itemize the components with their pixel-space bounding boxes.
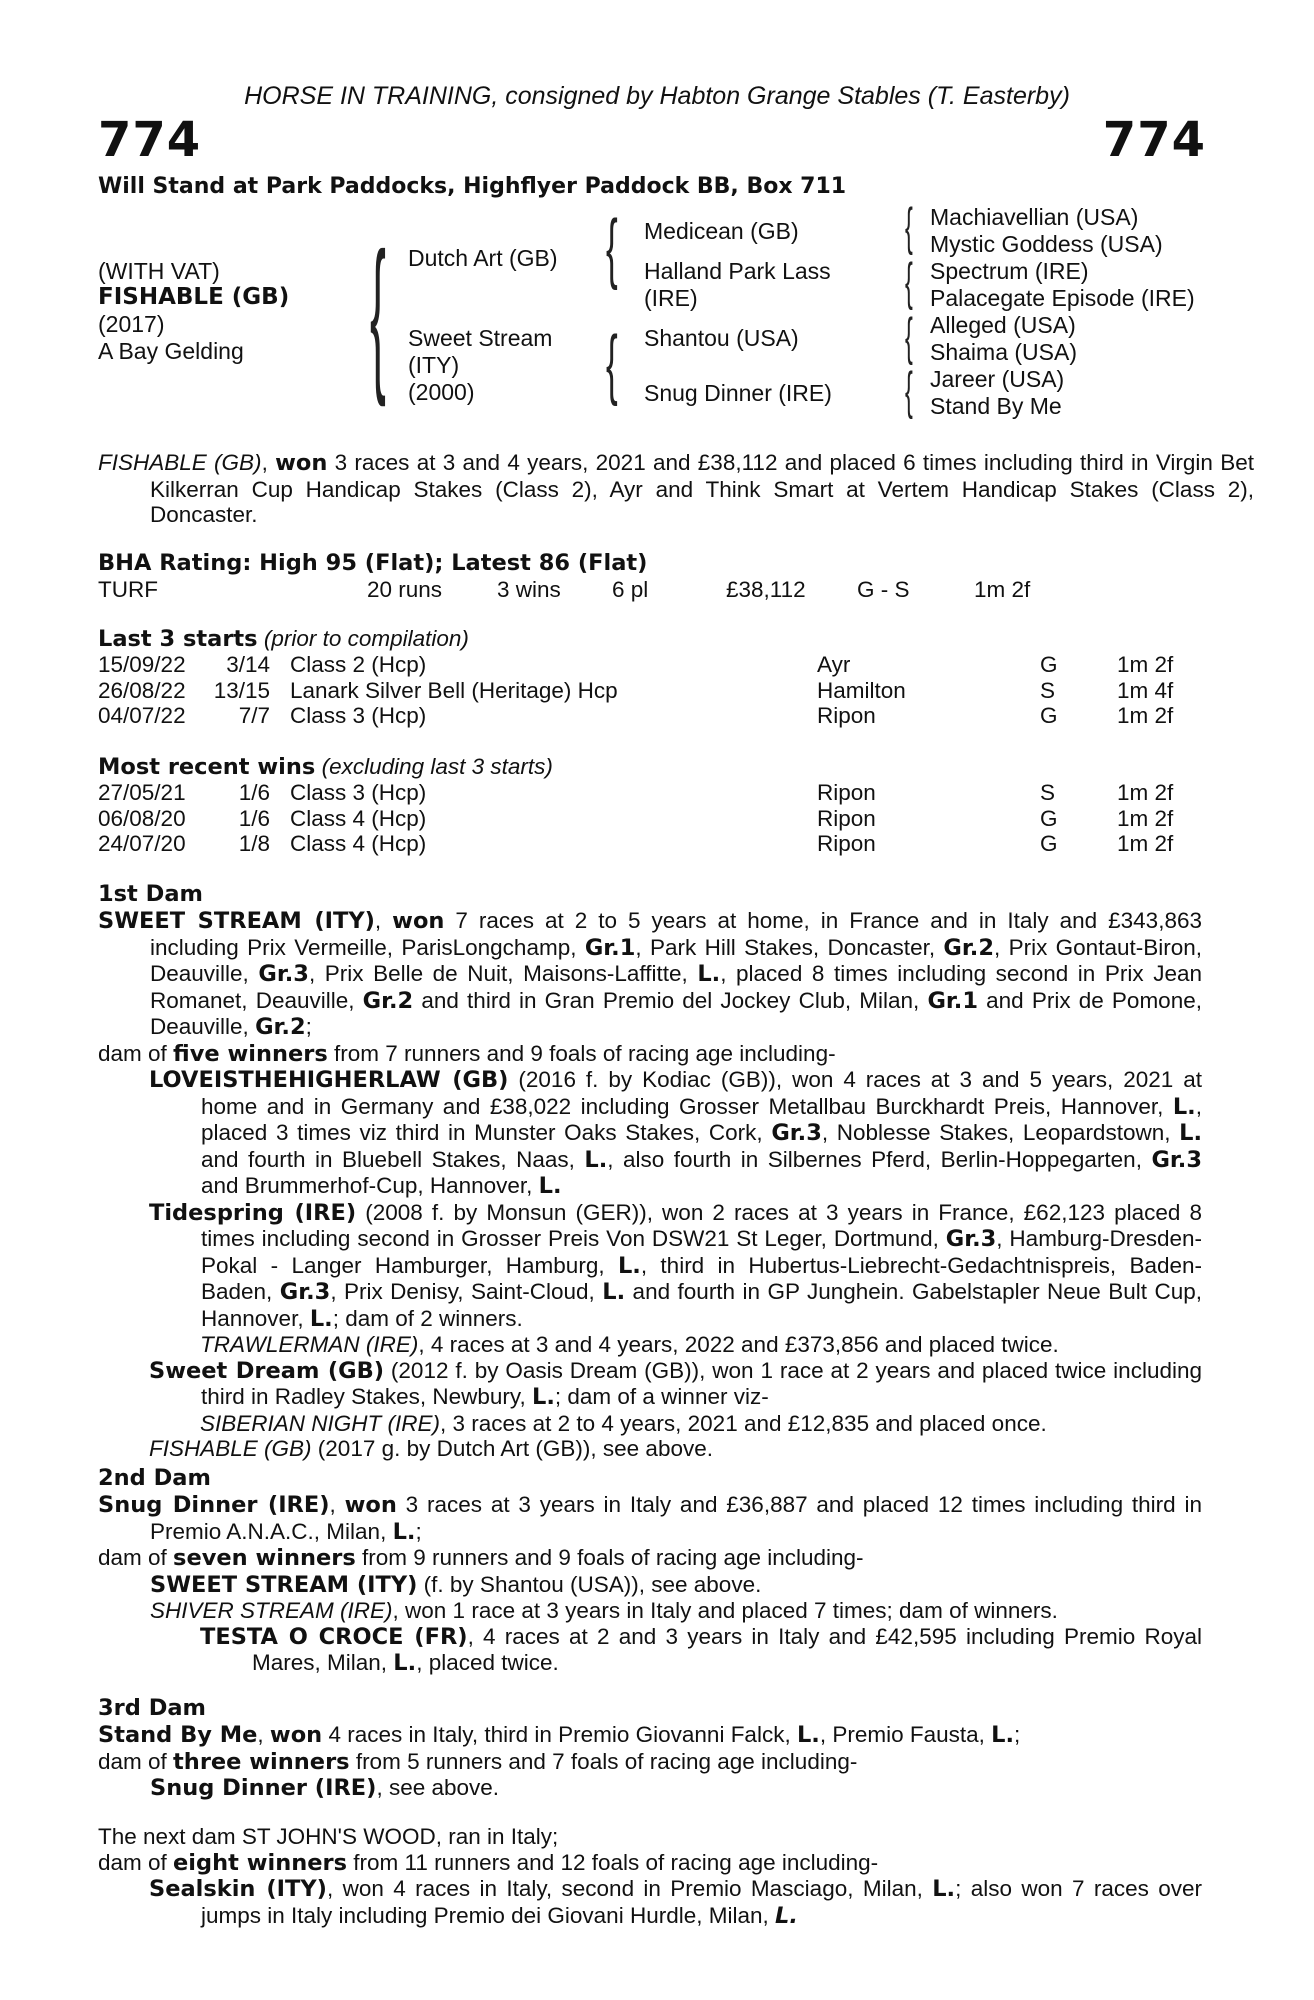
dam3-text: ;	[1014, 1722, 1021, 1747]
last3-title: Last 3 starts	[98, 626, 258, 652]
result-course: Ayr	[817, 652, 851, 677]
result-pos: 3/14	[226, 652, 270, 677]
pedigree-gg-7: Jareer (USA)	[930, 366, 1065, 392]
progeny-text: (2017 g. by Dutch Art (GB)), see above.	[311, 1436, 713, 1461]
progeny-text: , also fourth in Silbernes Pferd, Berlin-Hoppegarten,	[607, 1146, 1152, 1172]
rating-placed: 6 pl	[612, 577, 649, 602]
damof-text: from 11 runners and 12 foals of racing age including-	[347, 1849, 879, 1875]
pedigree-gg-2: Mystic Goddess (USA)	[930, 231, 1163, 257]
dam1-grandprogeny-1	[98, 1332, 1202, 1358]
damof-text: from 9 runners and 9 foals of racing age including-	[355, 1545, 864, 1570]
pedigree-gg-4: Palacegate Episode (IRE)	[930, 285, 1195, 311]
winners-count: five winners	[173, 1040, 328, 1067]
pedigree-gg-3: Spectrum (IRE)	[930, 258, 1089, 284]
pedigree-brace-g2: {	[905, 253, 913, 311]
dam3-heading: 3rd Dam	[98, 1695, 206, 1721]
progeny-text: (f. by Shantou (USA)), see above.	[417, 1571, 762, 1597]
dam3-text: 4 races in Italy, third in Premio Giovanni Falck,	[322, 1722, 797, 1747]
result-course: Ripon	[817, 703, 876, 728]
progeny-text: ; dam of a winner viz-	[554, 1384, 769, 1409]
dam3-section	[98, 1722, 1202, 1802]
pedigree-dam-sire: Shantou (USA)	[644, 325, 799, 351]
progeny-text: (2008 f. by Monsun (GER)), won 2 races at 3 years in France, £62,123 placed 8 times including second in Grosser Preis Von DSW21 St Leger, Dortmund,	[201, 1199, 1202, 1251]
result-going: G	[1040, 831, 1058, 856]
result-course: Hamilton	[817, 677, 906, 703]
pedigree-sire-dam-line2: (IRE)	[644, 285, 698, 311]
listed-badge: L.	[932, 1876, 956, 1902]
pedigree-gg-1: Machiavellian (USA)	[930, 204, 1139, 230]
result-race: Class 3 (Hcp)	[290, 703, 427, 728]
winners-count: seven winners	[173, 1545, 356, 1571]
pedigree-gg-5: Alleged (USA)	[930, 312, 1076, 338]
next-dam-section	[98, 1824, 1202, 1929]
result-going: G	[1040, 703, 1058, 728]
listed-badge: L.	[1172, 1093, 1196, 1120]
dam1-record: SWEET STREAM (ITY), won 7 races at 2 to 5 years at home, in France and in Italy and £343,863 including Prix Vermeille, ParisLongchamp, Gr.1, Park Hill Stakes, Doncaster, Gr.2, Prix Gontaut-Biron, Deauville, Gr.3, Prix Belle de Nuit, Maisons-Laffitte, L., placed 8 times including second in Prix Jean Romanet, Deauville, Gr.2 and third in Gran Premio del Jockey Club, Milan, Gr.1 and Prix de Pomone, Deauville, Gr.2;	[98, 908, 1202, 1040]
result-dist: 1m 2f	[1117, 703, 1174, 728]
horse-description: A Bay Gelding	[98, 338, 244, 364]
progeny-text: , 3 races at 2 to 4 years, 2021 and £12,835 and placed once.	[440, 1410, 1047, 1436]
damof-text: dam of	[98, 1040, 174, 1066]
next-dam-progeny-1	[98, 1876, 1202, 1929]
progeny-text: , placed 3 times viz third in Munster Oaks Stakes, Cork,	[201, 1093, 1202, 1145]
dam3-name: Stand By Me	[98, 1722, 258, 1748]
listed-badge: L.	[392, 1518, 416, 1545]
dam2-text: ;	[415, 1518, 422, 1544]
progeny-text: , Prix Denisy, Saint-Cloud,	[330, 1279, 603, 1304]
dam2-produce-line	[98, 1545, 1202, 1572]
progeny-name: TRAWLERMAN (IRE)	[200, 1332, 419, 1357]
listed-badge: L.	[1179, 1120, 1203, 1146]
result-date: 26/08/22	[98, 677, 186, 703]
result-course: Ripon	[817, 831, 876, 856]
dam2-progeny-1	[98, 1572, 1202, 1599]
lot-number-right: 774	[1102, 112, 1206, 168]
grade-badge: Gr.3	[1151, 1146, 1202, 1173]
result-date: 27/05/21	[98, 780, 186, 805]
listed-badge: L.	[617, 1252, 641, 1279]
pedigree-brace-g3: {	[905, 308, 913, 366]
dam2-section	[98, 1492, 1202, 1677]
dam2-text: 3 races at 3 years in Italy and £36,887 and placed 12 times including third in Premio A.N.A.C., Milan,	[150, 1492, 1202, 1544]
result-date: 24/07/20	[98, 831, 186, 856]
dam1-section	[98, 908, 1202, 1462]
listed-badge: L.	[309, 1305, 333, 1332]
damof-text: dam of	[98, 1545, 174, 1570]
grade-badge: Gr.1	[584, 934, 636, 961]
result-race: Class 4 (Hcp)	[290, 805, 427, 831]
dam3-record: Stand By Me, won 4 races in Italy, third in Premio Giovanni Falck, L., Premio Fausta, L.;	[98, 1722, 1021, 1748]
listed-badge: L.	[991, 1722, 1015, 1748]
horse-vat: (WITH VAT)	[98, 258, 220, 284]
progeny-name: Sealskin (ITY)	[149, 1876, 327, 1902]
rating-runs: 20 runs	[367, 577, 443, 602]
dam3-won: won	[269, 1722, 323, 1748]
summary-text: 3 races at 3 and 4 years, 2021 and £38,112 and placed 6 times including third in Virgin Bet Kilkerran Cup Handicap Stakes (Class 2), Ayr and Think Smart at Vertem Handicap Stakes (Class 2), Doncaster.	[150, 450, 1254, 527]
pedigree-sire-dam-line1: Halland Park Lass	[644, 258, 831, 284]
progeny-text: and Brummerhof-Cup, Hannover,	[201, 1173, 539, 1198]
result-date: 04/07/22	[98, 703, 186, 728]
grade-badge: Gr.2	[255, 1014, 306, 1040]
dam3-text: , Premio Fausta,	[819, 1722, 992, 1747]
progeny-text: ; dam of 2 winners.	[332, 1305, 523, 1331]
result-pos: 13/15	[213, 677, 270, 703]
progeny-text: , see above.	[376, 1775, 500, 1800]
dam2-heading: 2nd Dam	[98, 1465, 211, 1491]
result-dist: 1m 2f	[1117, 780, 1174, 805]
dam1-progeny-1	[98, 1067, 1202, 1200]
summary-horse-name: FISHABLE (GB)	[98, 450, 262, 475]
dam2-record: Snug Dinner (IRE), won 3 races at 3 years in Italy and £36,887 and placed 12 times including third in Premio A.N.A.C., Milan, L.;	[98, 1492, 1202, 1545]
result-dist: 1m 2f	[1117, 652, 1174, 677]
progeny-name: Sweet Dream (GB)	[149, 1357, 385, 1384]
progeny-text: , won 4 races in Italy, second in Premio Masciago, Milan,	[326, 1876, 933, 1901]
result-dist: 1m 2f	[1117, 831, 1174, 856]
result-going: G	[1040, 652, 1058, 677]
grade-badge: Gr.3	[945, 1226, 997, 1252]
progeny-text: ; also won 7 races over jumps in Italy including Premio dei Giovani Hurdle, Milan,	[201, 1876, 1202, 1928]
pedigree-dam-line3: (2000)	[408, 379, 475, 405]
race-summary: FISHABLE (GB), won 3 races at 3 and 4 years, 2021 and £38,112 and placed 6 times including third in Virgin Bet Kilkerran Cup Handicap Stakes (Class 2), Ayr and Think Smart at Vertem Handicap Stakes (Class 2), Doncaster.	[98, 450, 1254, 527]
progeny-text: , 4 races at 3 and 4 years, 2022 and £373,856 and placed twice.	[418, 1332, 1059, 1357]
progeny-text: , placed twice.	[416, 1650, 559, 1675]
result-going: S	[1040, 780, 1056, 805]
progeny-text: (2016 f. by Kodiac (GB)), won 4 races at 3 and 5 years, 2021 at home and in Germany and £38,022 including Grosser Metallbau Burckhardt Preis, Hannover,	[201, 1067, 1202, 1119]
progeny-text: , won 1 race at 3 years in Italy and placed 7 times; dam of winners.	[392, 1598, 1058, 1623]
progeny-text: and fourth in GP Junghein. Gabelstapler Neue Bult Cup, Hannover,	[201, 1279, 1202, 1331]
pedigree-dam-line2: (ITY)	[408, 352, 460, 378]
recent-title: Most recent wins	[98, 754, 316, 780]
dam2-name: Snug Dinner (IRE)	[98, 1492, 330, 1518]
progeny-name: TESTA O CROCE (FR)	[200, 1623, 468, 1650]
grade-badge: Gr.2	[943, 934, 994, 961]
rating-wins: 3 wins	[497, 577, 561, 602]
pedigree-brace-g1: {	[905, 198, 913, 256]
dam1-progeny-3	[98, 1358, 1202, 1411]
lot-number-left: 774	[98, 112, 202, 168]
listed-badge: L.	[531, 1384, 555, 1410]
pedigree-dam-dam: Snug Dinner (IRE)	[644, 380, 832, 406]
dam3-progeny-1	[98, 1775, 1202, 1802]
recent-note: (excluding last 3 starts)	[321, 754, 553, 779]
pedigree-brace-main: {	[370, 218, 386, 408]
result-date: 15/09/22	[98, 652, 186, 677]
grade-badge: Gr.3	[258, 961, 309, 987]
horse-name: FISHABLE (GB)	[98, 284, 290, 310]
result-pos: 1/8	[238, 831, 270, 856]
result-race: Class 3 (Hcp)	[290, 780, 427, 805]
horse-year: (2017)	[98, 311, 165, 337]
dam1-text: and Prix de Pomone, Deauville,	[150, 987, 1202, 1039]
listed-badge: L.	[538, 1173, 562, 1199]
damof-text: from 7 runners and 9 foals of racing age including-	[327, 1040, 836, 1066]
result-dist: 1m 4f	[1117, 677, 1174, 703]
dam1-grandprogeny-2	[98, 1411, 1202, 1437]
pedigree-sire-sire: Medicean (GB)	[644, 218, 799, 244]
result-going: S	[1040, 677, 1056, 703]
listed-badge: L.	[697, 961, 721, 987]
dam1-text: , placed 8 times including second in Prix Jean Romanet, Deauville,	[150, 961, 1202, 1013]
result-race: Lanark Silver Bell (Heritage) Hcp	[290, 677, 618, 703]
damof-text: from 5 runners and 7 foals of racing age including-	[349, 1748, 858, 1774]
dam3-produce-line	[98, 1749, 1202, 1776]
result-pos: 1/6	[238, 805, 270, 831]
dam1-progeny-2	[98, 1200, 1202, 1333]
pedigree-brace-g4: {	[905, 362, 913, 420]
winners-count: three winners	[173, 1748, 350, 1775]
pedigree-brace-dam: {	[606, 319, 618, 407]
progeny-name: FISHABLE (GB)	[149, 1436, 312, 1461]
winners-count: eight winners	[173, 1849, 348, 1876]
result-pos: 1/6	[238, 780, 270, 805]
dam1-text: 7 races at 2 to 5 years at home, in France and in Italy and £343,863 including Prix Vermeille, ParisLongchamp,	[150, 908, 1202, 960]
dam1-text: and third in Gran Premio del Jockey Club, Milan,	[413, 987, 928, 1013]
next-dam-produce-line	[98, 1850, 1202, 1877]
consignor-line: HORSE IN TRAINING, consigned by Habton Grange Stables (T. Easterby)	[244, 82, 1070, 110]
pedigree-sire: Dutch Art (GB)	[408, 245, 558, 271]
result-dist: 1m 2f	[1117, 805, 1174, 831]
grade-badge: Gr.3	[279, 1279, 331, 1305]
progeny-text: , 4 races at 2 and 3 years in Italy and £42,595 including Premio Royal Mares, Milan,	[252, 1623, 1202, 1675]
listed-badge: L.	[775, 1902, 798, 1929]
progeny-text: and fourth in Bluebell Stakes, Naas,	[201, 1146, 585, 1172]
summary-won: won	[275, 450, 328, 476]
grade-badge: Gr.1	[927, 987, 978, 1014]
listed-badge: L.	[393, 1650, 417, 1676]
rating-prize: £38,112	[726, 577, 806, 602]
last3-note: (prior to compilation)	[263, 626, 469, 651]
dam2-grandprogeny-1	[98, 1624, 1202, 1677]
dam1-heading: 1st Dam	[98, 881, 203, 907]
grade-badge: Gr.2	[362, 987, 414, 1014]
result-race: Class 2 (Hcp)	[290, 652, 427, 677]
progeny-text: , Hamburg-Dresden-Pokal - Langer Hamburger, Hamburg,	[201, 1226, 1202, 1278]
pedigree-dam-line1: Sweet Stream	[408, 325, 553, 351]
last3-heading	[98, 626, 469, 653]
recent-heading	[98, 754, 553, 781]
result-date: 06/08/20	[98, 805, 186, 831]
rating-surface: TURF	[98, 577, 158, 602]
dam1-text: , Park Hill Stakes, Doncaster,	[635, 934, 944, 960]
grade-badge: Gr.3	[771, 1120, 822, 1146]
progeny-text: (2012 f. by Oasis Dream (GB)), won 1 race at 2 years and placed twice including third in Radley Stakes, Newbury,	[201, 1357, 1202, 1409]
result-pos: 7/7	[238, 703, 270, 728]
progeny-name: Tidespring (IRE)	[149, 1199, 357, 1226]
rating-distance: 1m 2f	[974, 577, 1031, 602]
damof-text: dam of	[98, 1849, 174, 1875]
dam2-progeny-2	[98, 1598, 1202, 1624]
dam1-produce-line	[98, 1041, 1202, 1068]
dam1-name: SWEET STREAM (ITY)	[98, 908, 375, 934]
progeny-text: , third in Hubertus-Liebrecht-Gedachtnispreis, Baden-Baden,	[201, 1252, 1202, 1304]
result-course: Ripon	[817, 805, 876, 831]
damof-text: dam of	[98, 1748, 174, 1774]
rating-going: G - S	[857, 577, 910, 602]
dam1-won: won	[392, 908, 445, 934]
listed-badge: L.	[584, 1146, 608, 1173]
next-dam-line: The next dam ST JOHN'S WOOD, ran in Italy;	[98, 1824, 559, 1849]
progeny-text: , Noblesse Stakes, Leopardstown,	[821, 1120, 1180, 1145]
dam1-progeny-4	[98, 1436, 1202, 1462]
pedigree-gg-8: Stand By Me	[930, 393, 1062, 419]
pedigree-brace-sire: {	[606, 203, 618, 291]
dam1-text: , Prix Gontaut-Biron, Deauville,	[150, 934, 1202, 986]
dam1-text: , Prix Belle de Nuit, Maisons-Laffitte,	[308, 961, 698, 986]
result-race: Class 4 (Hcp)	[290, 831, 427, 856]
progeny-name: SIBERIAN NIGHT (IRE)	[200, 1410, 441, 1436]
result-going: G	[1040, 805, 1058, 831]
progeny-name: Snug Dinner (IRE)	[150, 1775, 377, 1801]
progeny-name: LOVEISTHEHIGHERLAW (GB)	[149, 1067, 509, 1093]
pedigree-gg-6: Shaima (USA)	[930, 339, 1077, 365]
dam1-text: ;	[305, 1014, 312, 1039]
bha-rating-title: BHA Rating: High 95 (Flat); Latest 86 (Flat)	[98, 550, 648, 576]
listed-badge: L.	[796, 1722, 820, 1748]
progeny-name: SHIVER STREAM (IRE)	[150, 1598, 393, 1623]
progeny-name: SWEET STREAM (ITY)	[150, 1571, 418, 1598]
dam2-won: won	[344, 1492, 397, 1518]
listed-badge: L.	[602, 1279, 626, 1305]
result-course: Ripon	[817, 780, 876, 805]
stand-location: Will Stand at Park Paddocks, Highflyer Paddock BB, Box 711	[98, 174, 847, 199]
